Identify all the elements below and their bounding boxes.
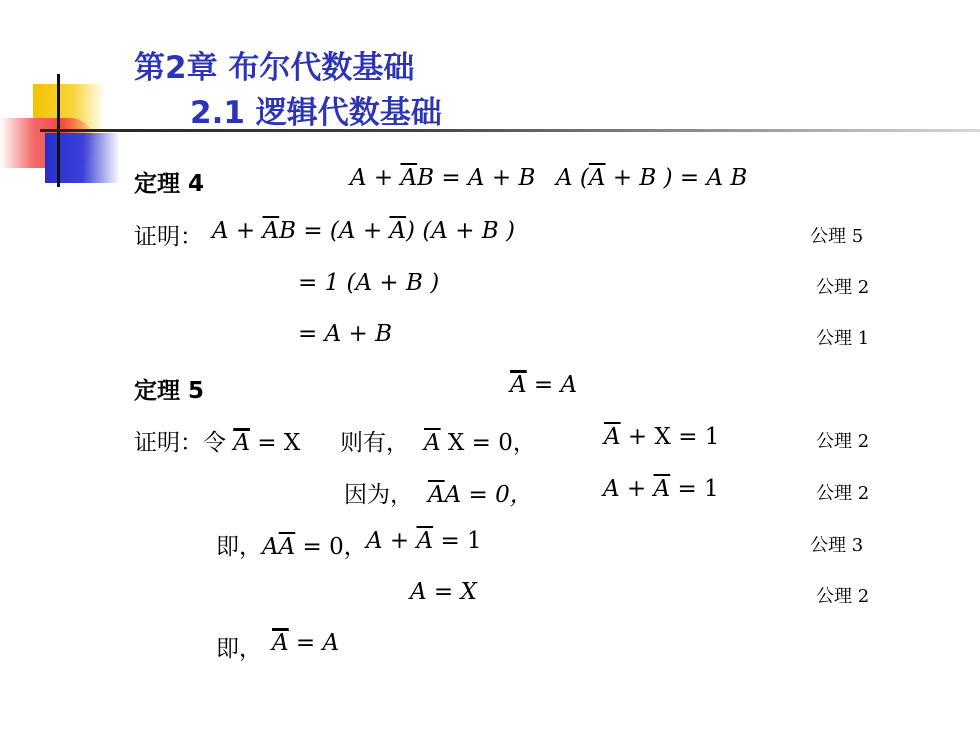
section-title: 2.1 逻辑代数基础 (190, 95, 442, 131)
proof5-eq2: $\overline{A} + X = 1$ (604, 424, 720, 450)
theorem4-formula2: A ($\overline{A} + B$ ) = A B (556, 165, 748, 191)
proof4-line2: = 1 (A + B ) (298, 270, 440, 296)
proof4-prefix: 证明： (134, 224, 203, 250)
proof5-then: 则有， (340, 430, 409, 456)
axiom-label: 公理 2 (816, 277, 870, 298)
proof5-eq7: A = X (410, 579, 477, 605)
proof4-line3: = A + B (298, 321, 392, 347)
axiom-label: 公理 2 (816, 586, 870, 607)
theorem4-label: 定理 4 (134, 171, 205, 197)
proof5-eq8: $\overline{A} = A$ (272, 630, 340, 656)
axiom-label: 公理 2 (816, 483, 870, 504)
chapter-title: 第2章 布尔代数基础 (134, 50, 415, 86)
proof5-eq3: $\overline{A}A = 0$， (428, 482, 533, 508)
axiom-label: 公理 2 (816, 431, 870, 452)
proof5-ie2: 即， (216, 636, 262, 662)
axiom-label: 公理 1 (816, 328, 870, 349)
proof5-because: 因为， (344, 482, 413, 508)
proof5-ie1: 即，$A\overline{A} = 0$， (216, 534, 367, 560)
theorem5-label: 定理 5 (134, 378, 205, 404)
theorem5-formula: $\overline{A} = A$ (510, 372, 578, 398)
proof5-let: 证明：令 $\overline{A} = X$ (134, 430, 301, 456)
proof5-eq6: $A + \overline{A} = 1$ (366, 528, 482, 554)
axiom-label: 公理 3 (810, 535, 864, 556)
proof5-eq1: $\overline{A}$ X = 0， (424, 430, 536, 456)
proof5-eq4: $A + \overline{A} = 1$ (603, 476, 719, 502)
axiom-label: 公理 5 (810, 226, 864, 247)
theorem4-formula1: $A + \overline{A}B = A + B$ (350, 165, 536, 191)
proof4-line1: $A + \overline{A}B = (A + \overline{A}) (A + B$ ) (212, 218, 515, 244)
title-underline (40, 129, 980, 132)
